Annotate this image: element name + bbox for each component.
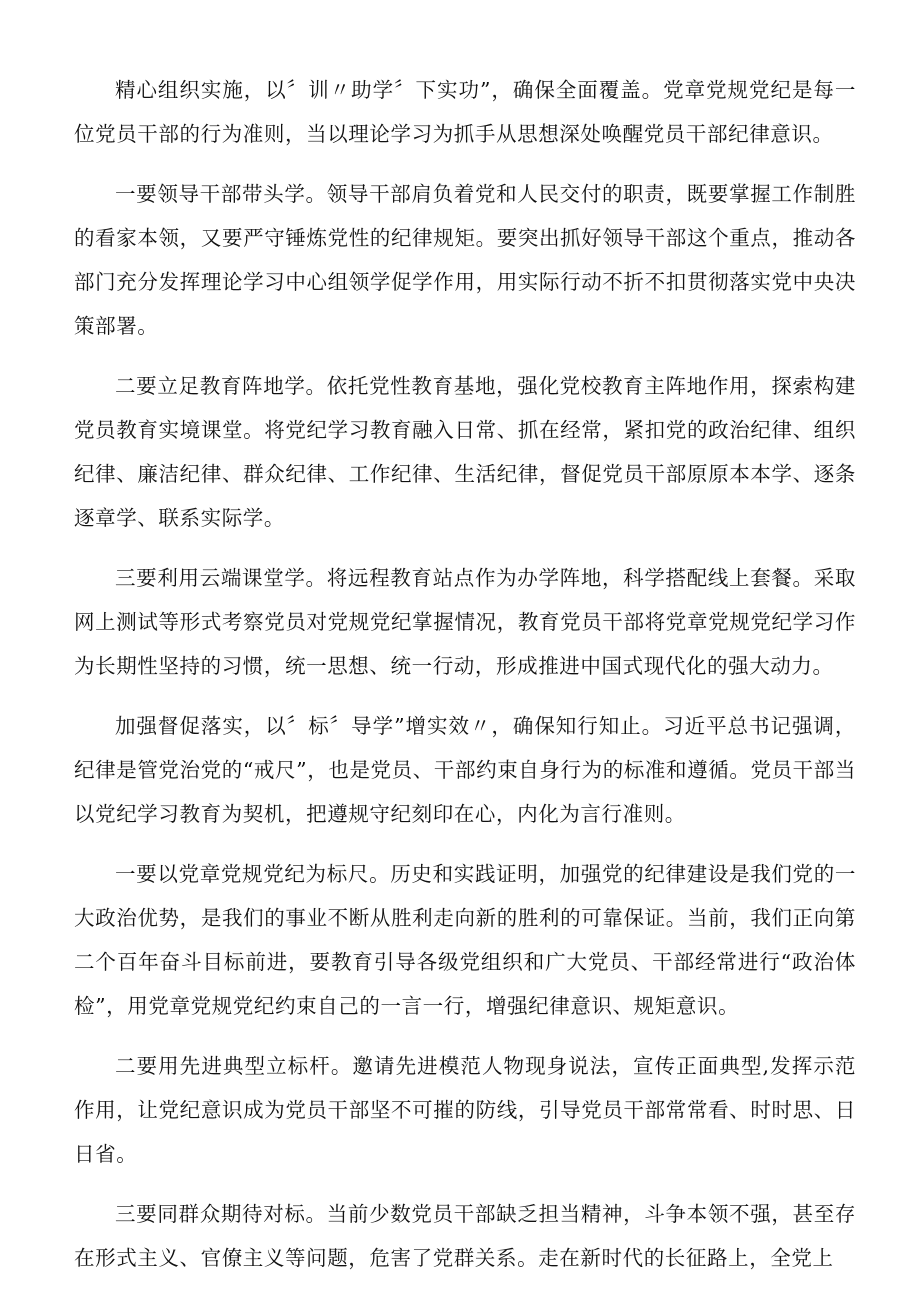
paragraph-5: 加强督促落实，以〞标〞导学”增实效〃，确保知行知止。习近平总书记强调，纪律是管党治党的“戒尺”，也是党员、干部约束自身行为的标准和遵循。党员干部当以党纪学习教育为契机，把遵规守纪刻印在心，内化为言行准则。 — [74, 714, 856, 826]
paragraph-4: 三要利用云端课堂学。将远程教育站点作为办学阵地，科学搭配线上套餐。采取网上测试等形式考察党员对党规党纪掌握情况，教育党员干部将党章党规党纪学习作为长期性坚持的习惯，统一思想、统一行动，形成推进中国式现代化的强大动力。 — [74, 566, 856, 678]
paragraph-2: 一要领导干部带头学。领导干部肩负着党和人民交付的职责，既要掌握工作制胜的看家本领，又要严守锤炼党性的纪律规矩。要突出抓好领导干部这个重点，推动各部门充分发挥理论学习中心组领学促学作用，用实际行动不折不扣贯彻落实党中央决策部署。 — [74, 182, 856, 338]
paragraph-8: 三要同群众期待对标。当前少数党员干部缺乏担当精神，斗争本领不强，甚至存在形式主义、官僚主义等问题，危害了党群关系。走在新时代的长征路上，全党上 — [74, 1202, 856, 1270]
paragraph-3: 二要立足教育阵地学。依托党性教育基地，强化党校教育主阵地作用，探索构建党员教育实境课堂。将党纪学习教育融入日常、抓在经常，紧扣党的政治纪律、组织纪律、廉洁纪律、群众纪律、工作纪律、生活纪律，督促党员干部原原本本学、逐条逐章学、联系实际学。 — [74, 374, 856, 530]
paragraph-6: 一要以党章党规党纪为标尺。历史和实践证明，加强党的纪律建设是我们党的一大政治优势，是我们的事业不断从胜利走向新的胜利的可靠保证。当前，我们正向第二个百年奋斗目标前进，要教育引导各级党组织和广大党员、干部经常进行“政治体检”，用党章党规党纪约束自己的一言一行，增强纪律意识、规矩意识。 — [74, 862, 856, 1018]
paragraph-7: 二要用先进典型立标杆。邀请先进模范人物现身说法，宣传正面典型,发挥示范作用，让党纪意识成为党员干部坚不可摧的防线，引导党员干部常常看、时时思、日日省。 — [74, 1054, 856, 1166]
paragraph-1: 精心组织实施，以〞训〃助学〞下实功”，确保全面覆盖。党章党规党纪是每一位党员干部的行为准则，当以理论学习为抓手从思想深处唤醒党员干部纪律意识。 — [74, 78, 856, 146]
